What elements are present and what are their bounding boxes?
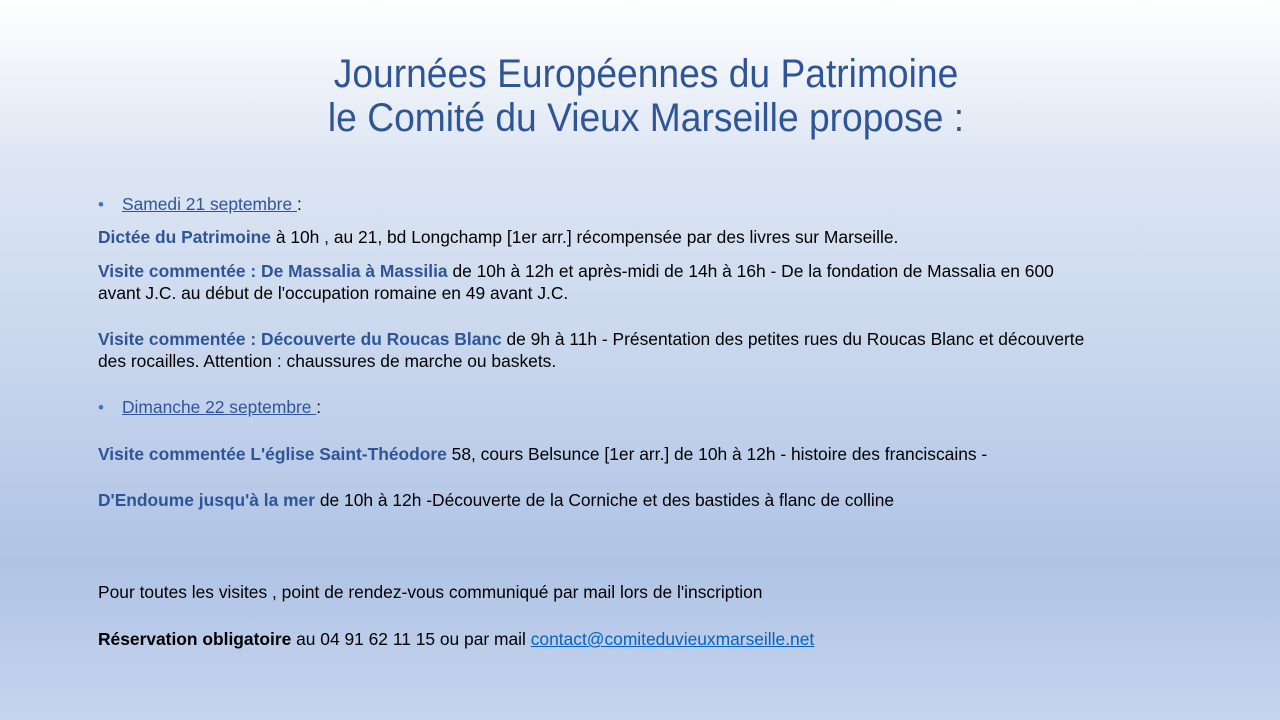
title-line-2: le Comité du Vieux Marseille propose : xyxy=(327,96,965,140)
visit2-paragraph xyxy=(98,329,1084,350)
visit4-title: D'Endoume jusqu'à la mer xyxy=(98,490,316,510)
info-text: Pour toutes les visites , point de rendez-vous communiqué par mail lors de l'inscription xyxy=(98,582,763,602)
sunday-colon: : xyxy=(316,397,322,417)
sunday-label: Dimanche 22 septembre xyxy=(122,397,317,417)
saturday-colon: : xyxy=(296,194,302,214)
dictee-text: à 10h , au 21, bd Longchamp [1er arr.] récompensée par des livres sur Marseille. xyxy=(270,227,899,247)
visit3-title: Visite commentée L'église Saint-Théodore xyxy=(98,444,447,464)
email-link[interactable]: contact@comiteduvieuxmarseille.net xyxy=(530,629,815,649)
reservation-text: au 04 91 62 11 15 ou par mail xyxy=(291,629,531,649)
visit1-text-b: avant J.C. au début de l'occupation romaine en 49 avant J.C. xyxy=(98,283,569,303)
visit1-paragraph xyxy=(98,261,1054,282)
visit1-title: Visite commentée : De Massalia à Massilia xyxy=(98,261,448,281)
visit2-text-b: des rocailles. Attention : chaussures de marche ou baskets. xyxy=(98,351,557,371)
reservation-paragraph xyxy=(98,629,814,650)
dictee-paragraph xyxy=(98,227,898,248)
saturday-label: Samedi 21 septembre xyxy=(122,194,297,214)
visit3-text: 58, cours Belsunce [1er arr.] de 10h à 12h - histoire des franciscains - xyxy=(446,444,988,464)
reservation-label: Réservation obligatoire xyxy=(98,629,292,649)
visit3-paragraph xyxy=(98,444,987,465)
dictee-title: Dictée du Patrimoine xyxy=(98,227,271,247)
visit1-text-a: de 10h à 12h et après-midi de 14h à 16h - De la fondation de Massalia en 600 xyxy=(447,261,1054,281)
bullet-icon: • xyxy=(98,195,104,214)
visit2-text-a: de 9h à 11h - Présentation des petites rues du Roucas Blanc et découverte xyxy=(501,329,1085,349)
title-line-1: Journées Européennes du Patrimoine xyxy=(333,52,959,96)
visit4-text: de 10h à 12h -Découverte de la Corniche et des bastides à flanc de colline xyxy=(315,490,895,510)
visit4-paragraph xyxy=(98,490,894,511)
visit2-title: Visite commentée : Découverte du Roucas Blanc xyxy=(98,329,502,349)
saturday-heading xyxy=(98,194,302,215)
sunday-heading xyxy=(98,397,322,418)
bullet-icon: • xyxy=(98,398,104,417)
slide-title xyxy=(45,52,1247,140)
